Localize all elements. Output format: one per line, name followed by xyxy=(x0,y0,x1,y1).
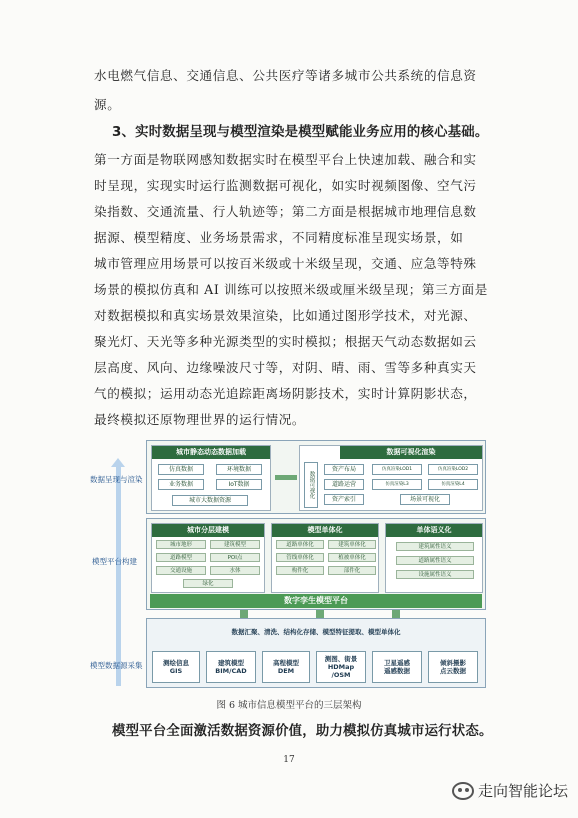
source-label: 倾斜摄影 点云数据 xyxy=(440,659,466,675)
body-line: 层高度、风向、边缘噪波尺寸等，对阴、晴、雨、雪等多种真实天 xyxy=(94,360,477,375)
architecture-diagram xyxy=(90,438,488,690)
platform-bar: 数字孪生模型平台 xyxy=(150,594,482,608)
source-label: 测绘信息 GIS xyxy=(163,659,189,675)
diagram-cell: 交通设施 xyxy=(156,566,206,575)
diagram-cell: 水体 xyxy=(210,566,260,575)
diagram-cell: 仿真渲染LOD2 xyxy=(428,464,478,475)
body-line: 城市管理应用场景可以按百米级或十米级呈现，交通、应急等特殊 xyxy=(94,256,477,271)
diagram-cell: 城市大数据资源 xyxy=(172,495,248,506)
diagram-cell: 建筑模型 xyxy=(210,540,260,549)
body-line: 染指数、交通流量、行人轨迹等；第二方面是根据城市地理信息数 xyxy=(94,204,477,219)
paragraph-line-2: 源。 xyxy=(94,97,121,112)
diagram-cell: IoT数据 xyxy=(216,479,262,490)
vertical-arrow xyxy=(116,466,121,686)
diagram-cell: 仿真渲染LOD1 xyxy=(372,464,422,475)
watermark-text: 走向智能论坛 xyxy=(478,782,569,800)
figure-caption: 图 6 城市信息模型平台的三层架构 xyxy=(216,700,362,711)
diagram-cell: 城市地形 xyxy=(156,540,206,549)
process-line: 数据汇聚、清洗、结构化存储、模型特征提取、模型单体化 xyxy=(231,628,401,636)
diagram-cell: 场景可视化 xyxy=(400,494,450,505)
body-line: 最终模拟还原物理世界的运行情况。 xyxy=(94,412,306,427)
watermark xyxy=(452,780,568,801)
source-label: 卫星遥感 遥感数据 xyxy=(384,659,410,675)
body-line: 聚光灯、天光等多种光源类型的实时模拟；根据天气动态数据如云 xyxy=(94,334,477,349)
body-line: 时呈现，实现实时运行监测数据可视化，如实时视频图像、空气污 xyxy=(94,178,477,193)
diagram-cell: 仿真数据 xyxy=(158,464,204,475)
source-box xyxy=(206,651,256,683)
side-label-render: 数据呈现与渲染 xyxy=(90,475,143,484)
diagram-cell: 构件化 xyxy=(276,566,324,575)
source-box xyxy=(428,651,478,683)
diagram-cell: 数据可视化 xyxy=(304,462,318,508)
diagram-cell: 道路属性语义 xyxy=(396,556,474,565)
paragraph-line-1: 水电燃气信息、交通信息、公共医疗等诸多城市公共系统的信息资 xyxy=(94,68,477,83)
semantic-panel xyxy=(385,523,483,593)
diagram-cell: 道路运营 xyxy=(324,479,364,490)
source-label: 测图、街景 HDMap /OSM xyxy=(324,655,358,679)
diagram-cell: 植被单体化 xyxy=(328,553,376,562)
diagram-cell: 资产索引 xyxy=(324,494,364,505)
body-line: 气的模拟；运用动态光追踪距离场阴影技术，实时计算阴影状态， xyxy=(94,386,477,401)
diagram-cell: 管线单体化 xyxy=(276,553,324,562)
body-line: 据源、模型精度、业务场景需求，不同精度标准呈现实场景，如 xyxy=(94,230,464,245)
source-label: 建筑模型 BIM/CAD xyxy=(215,659,247,675)
side-label-source: 模型数据源采集 xyxy=(90,661,143,670)
page-number: 17 xyxy=(283,755,295,765)
body-line: 对数据模拟和真实场景效果渲染，比如通过图形学技术，对光源、 xyxy=(94,308,477,323)
layer-model-panel xyxy=(151,523,265,593)
diagram-cell: POI点 xyxy=(210,553,260,562)
diagram-cell: 仿真渲染L3 xyxy=(372,479,422,490)
side-label-platform: 模型平台构建 xyxy=(92,557,137,566)
monomer-panel xyxy=(271,523,379,593)
diagram-cell: 绿化 xyxy=(183,579,233,588)
diagram-cell: 道路模型 xyxy=(156,553,206,562)
summary-line: 模型平台全面激活数据资源价值，助力模拟仿真城市运行状态。 xyxy=(112,724,493,739)
render-band xyxy=(146,440,486,514)
panel-title: 模型单体化 xyxy=(272,524,378,537)
diagram-cell: 业务数据 xyxy=(158,479,204,490)
panel-title: 单体语义化 xyxy=(386,524,482,537)
source-box xyxy=(372,651,422,683)
body-line: 第一方面是物联网感知数据实时在模型平台上快速加载、融合和实 xyxy=(94,152,477,167)
diagram-cell: 仿真渲染L4 xyxy=(428,479,478,490)
section-heading: 3、实时数据呈现与模型渲染是模型赋能业务应用的核心基础。 xyxy=(112,125,489,140)
wechat-icon xyxy=(452,782,474,800)
panel-title: 城市分层建模 xyxy=(152,524,264,537)
flow-arrow xyxy=(275,475,297,480)
panel-title: 城市静态动态数据加载 xyxy=(152,446,270,459)
diagram-cell: 部件化 xyxy=(328,566,376,575)
diagram-cell: 设施属性语义 xyxy=(396,570,474,579)
data-load-panel xyxy=(151,445,271,511)
source-box xyxy=(152,651,200,683)
diagram-cell: 建筑属性语义 xyxy=(396,542,474,551)
visual-render-panel xyxy=(299,445,483,511)
source-box xyxy=(316,651,366,683)
panel-title: 数据可视化渲染 xyxy=(340,446,482,459)
diagram-cell: 环境数据 xyxy=(216,464,262,475)
body-line: 场景的模拟仿真和 AI 训练可以按照米级或厘米级呈现；第三方面是 xyxy=(94,282,488,297)
diagram-cell: 道路单体化 xyxy=(276,540,324,549)
source-label: 高程模型 DEM xyxy=(273,659,299,675)
diagram-cell: 资产布局 xyxy=(324,464,364,475)
source-box xyxy=(262,651,310,683)
diagram-cell: 建筑单体化 xyxy=(328,540,376,549)
